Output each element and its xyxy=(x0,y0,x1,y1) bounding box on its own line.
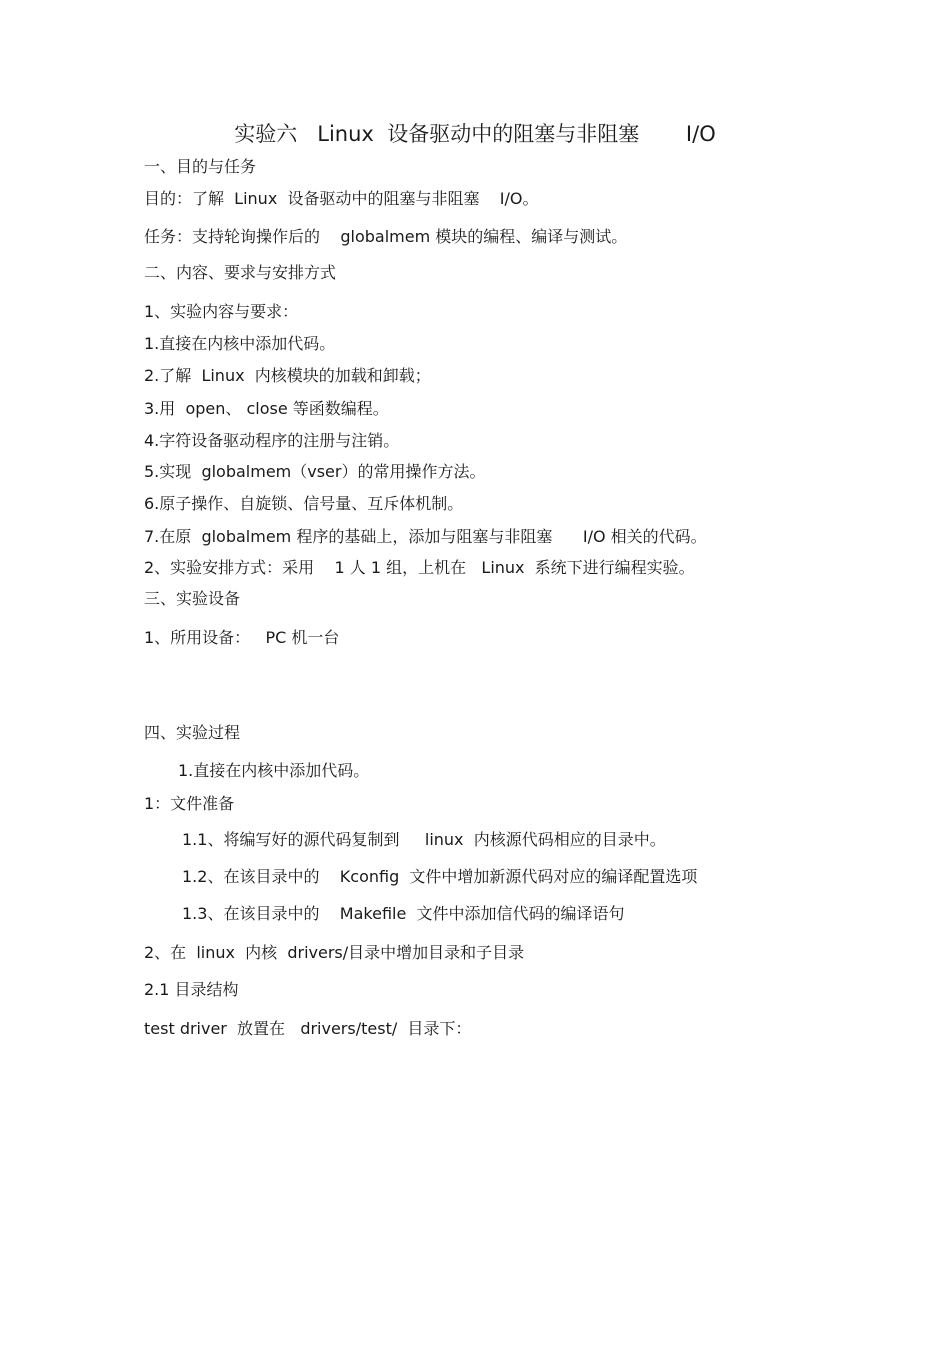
requirement-item-2: 2.了解 Linux 内核模块的加载和卸载； xyxy=(144,366,431,385)
section-heading-purpose: 一、目的与任务 xyxy=(144,157,257,176)
section-heading-process: 四、实验过程 xyxy=(144,723,241,742)
directory-structure-heading: 2.1 目录结构 xyxy=(144,980,239,999)
content-requirements-heading: 1、实验内容与要求： xyxy=(144,302,299,321)
purpose-line: 目的：了解 Linux 设备驱动中的阻塞与非阻塞 I/O。 xyxy=(144,189,539,208)
file-prep-heading: 1：文件准备 xyxy=(144,794,235,813)
file-prep-step-1-1: 1.1、将编写好的源代码复制到 linux 内核源代码相应的目录中。 xyxy=(182,830,666,849)
requirement-item-5: 5.实现 globalmem（vser）的常用操作方法。 xyxy=(144,462,486,481)
directory-step-2: 2、在 linux 内核 drivers/目录中增加目录和子目录 xyxy=(144,943,525,962)
arrangement-line: 2、实验安排方式：采用 1 人 1 组，上机在 Linux 系统下进行编程实验。 xyxy=(144,558,695,577)
file-prep-step-1-3: 1.3、在该目录中的 Makefile 文件中添加信代码的编译语句 xyxy=(182,904,625,923)
requirement-item-3: 3.用 open、 close 等函数编程。 xyxy=(144,399,389,418)
requirement-item-4: 4.字符设备驱动程序的注册与注销。 xyxy=(144,431,400,450)
file-prep-step-1-2: 1.2、在该目录中的 Kconfig 文件中增加新源代码对应的编译配置选项 xyxy=(182,867,698,886)
requirement-item-7: 7.在原 globalmem 程序的基础上，添加与阻塞与非阻塞 I/O 相关的代码。 xyxy=(144,527,707,546)
section-heading-content: 二、内容、要求与安排方式 xyxy=(144,263,337,282)
requirement-item-1: 1.直接在内核中添加代码。 xyxy=(144,334,336,353)
section-heading-equipment: 三、实验设备 xyxy=(144,589,241,608)
test-driver-line: test driver 放置在 drivers/test/ 目录下： xyxy=(144,1019,472,1038)
process-step-1: 1.直接在内核中添加代码。 xyxy=(178,761,370,780)
document-title: 实验六 Linux 设备驱动中的阻塞与非阻塞 I/O xyxy=(234,122,716,146)
task-line: 任务：支持轮询操作后的 globalmem 模块的编程、编译与测试。 xyxy=(144,227,628,246)
equipment-line: 1、所用设备： PC 机一台 xyxy=(144,628,340,647)
requirement-item-6: 6.原子操作、自旋锁、信号量、互斥体机制。 xyxy=(144,494,464,513)
